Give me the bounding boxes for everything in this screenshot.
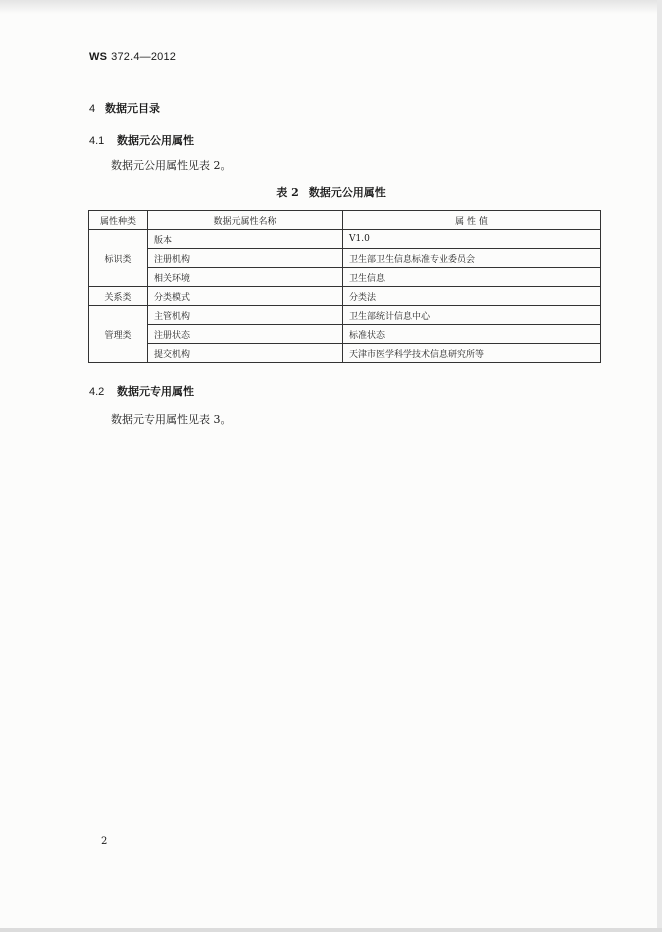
attribute-name-cell: 分类模式 [148,287,343,306]
table-row [89,325,601,344]
table-row [89,344,601,363]
header-attribute-value: 属 性 值 [343,211,601,230]
attribute-value-cell: 天津市医学科学技术信息研究所等 [343,344,601,363]
table-header-row [89,211,601,230]
table-row [89,268,601,287]
table-row [89,287,601,306]
category-cell: 标识类 [89,230,148,287]
section-4-1-paragraph: 数据元公用属性见表 2。 [111,159,232,172]
table-caption-title: 数据元公用属性 [308,186,386,199]
table-row [89,249,601,268]
table-caption [0,184,662,200]
section-4-number: 4 [89,103,96,115]
section-4-2-number: 4.2 [89,386,105,398]
section-4-2-heading [89,383,194,399]
attribute-name-cell: 相关环境 [148,268,343,287]
category-cell: 关系类 [89,287,148,306]
attribute-name-cell: 注册状态 [148,325,343,344]
section-4-1-number: 4.1 [89,135,105,147]
attribute-value-cell: 分类法 [343,287,601,306]
attribute-value-cell: V1.0 [343,230,601,249]
page-number: 2 [101,836,108,847]
section-4-2-title: 数据元专用属性 [117,385,194,398]
table-row [89,230,601,249]
section-4-2-paragraph: 数据元专用属性见表 3。 [111,413,232,426]
attribute-name-cell: 版本 [148,230,343,249]
attribute-name-cell: 提交机构 [148,344,343,363]
attribute-value-cell: 卫生部卫生信息标准专业委员会 [343,249,601,268]
standard-prefix: WS [89,51,108,63]
category-cell: 管理类 [89,306,148,363]
section-4-title: 数据元目录 [105,102,160,115]
scan-shadow-right [657,0,662,932]
table-caption-number: 表 2 [276,186,299,199]
table-row [89,306,601,325]
attribute-name-cell: 主管机构 [148,306,343,325]
common-attributes-table [88,210,601,363]
header-category: 属性种类 [89,211,148,230]
attribute-value-cell: 卫生信息 [343,268,601,287]
scan-shadow-bottom [0,928,662,932]
section-4-1-heading [89,132,194,148]
standard-number: 372.4—2012 [111,51,177,63]
attribute-value-cell: 卫生部统计信息中心 [343,306,601,325]
header-attribute-name: 数据元属性名称 [148,211,343,230]
section-4-heading [89,100,160,116]
section-4-1-title: 数据元公用属性 [117,134,194,147]
standard-code [89,51,176,63]
scan-shadow-top [0,0,662,14]
attribute-name-cell: 注册机构 [148,249,343,268]
attribute-value-cell: 标准状态 [343,325,601,344]
